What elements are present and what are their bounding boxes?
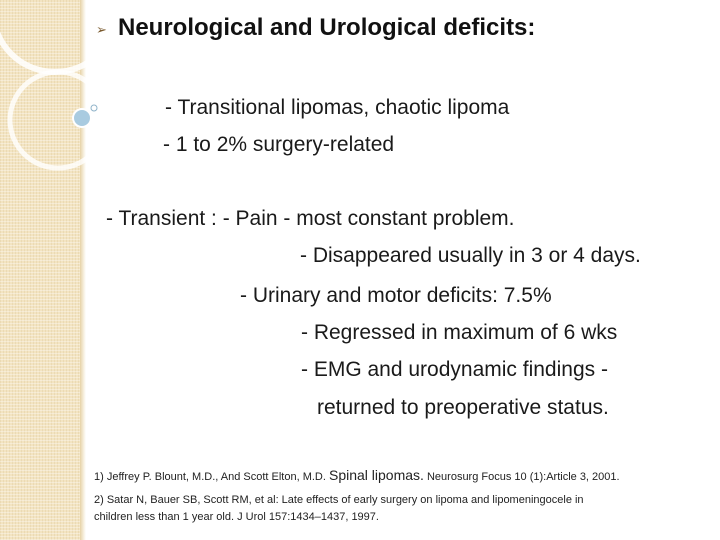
reference-2-line-2: children less than 1 year old. J Urol 157:1434–1437, 1997. xyxy=(94,511,379,523)
line-returned: returned to preoperative status. xyxy=(317,396,609,419)
reference-1-journal: Neurosurg Focus 10 (1):Article 3, 2001. xyxy=(423,471,620,483)
bullet-arrow-icon: ➢ xyxy=(96,22,107,37)
line-emg: - EMG and urodynamic findings - xyxy=(301,358,608,381)
line-disappeared: - Disappeared usually in 3 or 4 days. xyxy=(300,244,641,267)
reference-2-line-1: 2) Satar N, Bauer SB, Scott RM, et al: Late effects of early surgery on lipoma and lipomeningocele in xyxy=(94,494,584,506)
line-regressed: - Regressed in maximum of 6 wks xyxy=(301,321,618,344)
slide-title: Neurological and Urological deficits: xyxy=(118,14,536,41)
ring-small xyxy=(73,109,91,127)
line-surgery-related: - 1 to 2% surgery-related xyxy=(163,133,395,156)
decorative-rings xyxy=(0,0,130,200)
line-urinary-motor: - Urinary and motor deficits: 7.5% xyxy=(240,284,552,307)
reference-1 xyxy=(94,467,620,483)
line-transient-pain: - Transient : - Pain - most constant problem. xyxy=(106,207,515,230)
reference-1-title: Spinal lipomas. xyxy=(328,467,424,483)
line-transitional: - Transitional lipomas, chaotic lipoma xyxy=(165,96,510,119)
reference-1-authors: 1) Jeffrey P. Blount, M.D., And Scott Elton, M.D. xyxy=(94,471,329,483)
ring-dot xyxy=(91,105,97,111)
